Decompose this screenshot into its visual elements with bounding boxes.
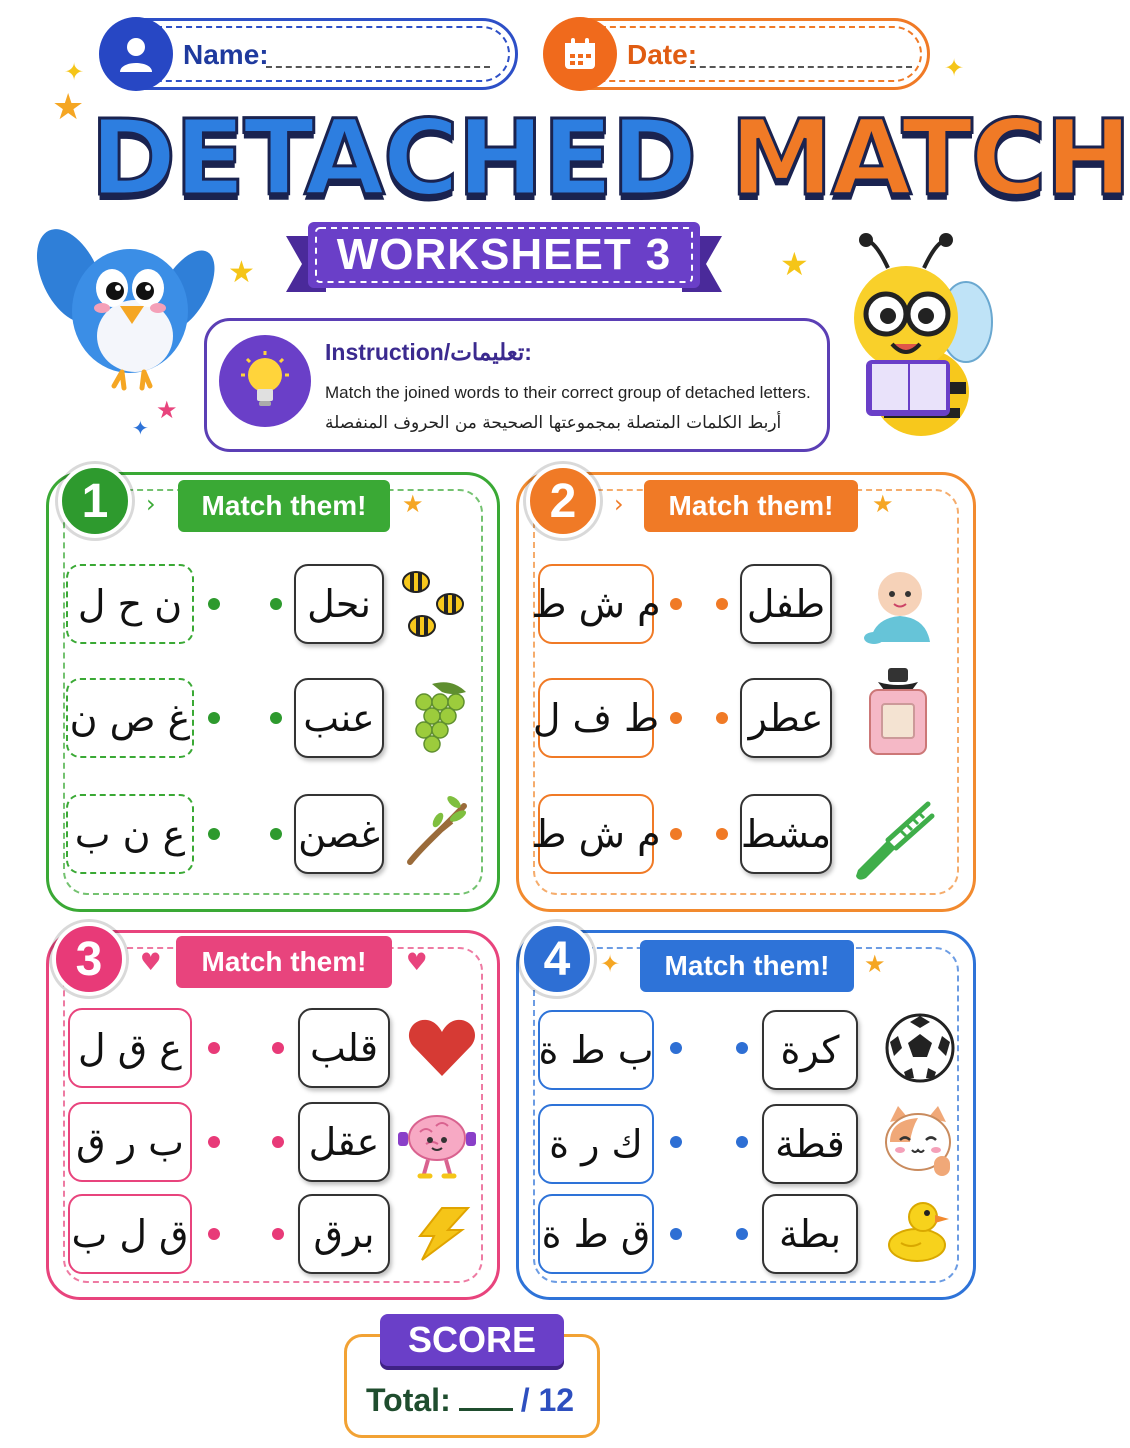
word-box[interactable]: قلب — [298, 1008, 390, 1088]
letters-box[interactable]: م ش ط — [538, 564, 654, 644]
match-dot[interactable] — [736, 1228, 748, 1240]
letters-box[interactable]: ب ر ق — [68, 1102, 192, 1182]
match-dot[interactable] — [736, 1042, 748, 1054]
letters-box[interactable]: ق ل ب — [68, 1194, 192, 1274]
letters-box[interactable]: ط ف ل — [538, 678, 654, 758]
match-dot[interactable] — [270, 598, 282, 610]
word-box[interactable]: غصن — [294, 794, 384, 874]
word-box[interactable]: طفل — [740, 564, 832, 644]
match-dot[interactable] — [208, 712, 220, 724]
duck-icon — [880, 1192, 956, 1268]
word-box[interactable]: بطة — [762, 1194, 858, 1274]
match-dot[interactable] — [272, 1042, 284, 1054]
word-box[interactable]: مشط — [740, 794, 832, 874]
name-label: Name: — [183, 39, 269, 70]
match-dot[interactable] — [208, 828, 220, 840]
section-number-badge: 3 — [52, 922, 126, 996]
match-dot[interactable] — [670, 712, 682, 724]
grapes-icon — [400, 680, 476, 756]
title-word-detached: DETACHED — [90, 97, 696, 219]
instruction-box — [204, 318, 830, 452]
sparkle-icon: ✦ — [600, 950, 621, 978]
name-field[interactable] — [100, 18, 518, 90]
heart-small-icon: ♥ — [406, 948, 428, 976]
word-box[interactable]: قطة — [762, 1104, 858, 1184]
bee-mascot-icon — [826, 232, 996, 442]
score-max: / 12 — [520, 1382, 575, 1418]
match-dot[interactable] — [670, 1042, 682, 1054]
star-icon: ★ — [156, 396, 178, 424]
word-box[interactable]: عقل — [298, 1102, 390, 1182]
star-icon: ★ — [228, 255, 255, 290]
bird-mascot-icon — [40, 196, 210, 396]
match-dot[interactable] — [670, 828, 682, 840]
match-dot[interactable] — [670, 1228, 682, 1240]
perfume-icon — [860, 674, 936, 750]
letters-box[interactable]: غ ص ن — [66, 678, 194, 758]
letters-box[interactable]: ع ن ب — [66, 794, 194, 874]
worksheet-number: 3 — [645, 230, 672, 279]
letters-box[interactable]: ن ح ل — [66, 564, 194, 644]
match-dot[interactable] — [736, 1136, 748, 1148]
bees-icon — [396, 566, 472, 642]
word-box[interactable]: برق — [298, 1194, 390, 1274]
word-box[interactable]: عنب — [294, 678, 384, 758]
section-banner: Match them! — [644, 480, 858, 532]
sparkle-icon: ✦ — [64, 58, 85, 86]
word-box[interactable]: نحل — [294, 564, 384, 644]
lightning-icon — [404, 1196, 480, 1272]
match-dot[interactable] — [272, 1136, 284, 1148]
instruction-english: Match the joined words to their correct group of detached letters. — [325, 383, 811, 402]
worksheet-title — [90, 97, 1130, 219]
star-icon: ★ — [402, 490, 424, 518]
date-blank-line — [690, 66, 912, 68]
score-label: SCORE — [380, 1314, 564, 1366]
letters-box[interactable]: ك ر ة — [538, 1104, 654, 1184]
subtitle — [286, 222, 722, 288]
score-blank[interactable] — [459, 1408, 513, 1411]
star-icon: ★ — [872, 490, 894, 518]
letters-box[interactable]: ع ق ل — [68, 1008, 192, 1088]
instruction-arabic: أربط الكلمات المتصلة بمجموعتها الصحيحة من الحروف المنفصلة — [325, 413, 782, 433]
section-banner: Match them! — [640, 940, 854, 992]
section-banner: Match them! — [178, 480, 390, 532]
heart-small-icon: ♥ — [140, 948, 162, 976]
section-number-badge: 4 — [520, 922, 594, 996]
heart-icon — [404, 1010, 480, 1086]
soccer-ball-icon — [882, 1010, 958, 1086]
match-dot[interactable] — [670, 1136, 682, 1148]
chevron-icon: › — [146, 490, 156, 518]
baby-icon — [860, 568, 936, 644]
letters-box[interactable]: م ش ط — [538, 794, 654, 874]
match-dot[interactable] — [716, 828, 728, 840]
match-dot[interactable] — [716, 598, 728, 610]
cat-icon — [880, 1102, 956, 1178]
name-blank-line — [266, 66, 490, 68]
lightbulb-icon — [219, 335, 311, 427]
letters-box[interactable]: ب ط ة — [538, 1010, 654, 1090]
sparkle-icon: ✦ — [944, 54, 965, 82]
title-word-match: MATCH — [729, 97, 1130, 219]
date-field[interactable] — [544, 18, 930, 90]
section-number-badge: 2 — [526, 464, 600, 538]
subtitle-text: WORKSHEET — [336, 230, 632, 279]
date-label: Date: — [627, 39, 698, 70]
section-banner: Match them! — [176, 936, 392, 988]
match-dot[interactable] — [208, 1042, 220, 1054]
section-number-badge: 1 — [58, 464, 132, 538]
letters-box[interactable]: ق ط ة — [538, 1194, 654, 1274]
match-dot[interactable] — [208, 1228, 220, 1240]
comb-icon — [852, 798, 936, 882]
brain-icon — [396, 1104, 478, 1180]
user-icon — [99, 17, 173, 91]
branch-icon — [400, 794, 476, 870]
match-dot[interactable] — [272, 1228, 284, 1240]
score-total — [366, 1382, 574, 1419]
match-dot[interactable] — [270, 712, 282, 724]
instruction-title: Instruction/تعليمات: — [325, 339, 532, 365]
word-box[interactable]: كرة — [762, 1010, 858, 1090]
chevron-icon: › — [614, 490, 624, 518]
star-icon: ★ — [864, 950, 886, 978]
word-box[interactable]: عطر — [740, 678, 832, 758]
star-icon: ★ — [780, 245, 809, 283]
sparkle-icon: ✦ — [132, 416, 149, 440]
star-icon: ★ — [52, 87, 85, 128]
match-dot[interactable] — [670, 598, 682, 610]
calendar-icon — [543, 17, 617, 91]
match-dot[interactable] — [208, 598, 220, 610]
match-dot[interactable] — [716, 712, 728, 724]
match-dot[interactable] — [208, 1136, 220, 1148]
score-total-label: Total: — [366, 1382, 451, 1418]
match-dot[interactable] — [270, 828, 282, 840]
